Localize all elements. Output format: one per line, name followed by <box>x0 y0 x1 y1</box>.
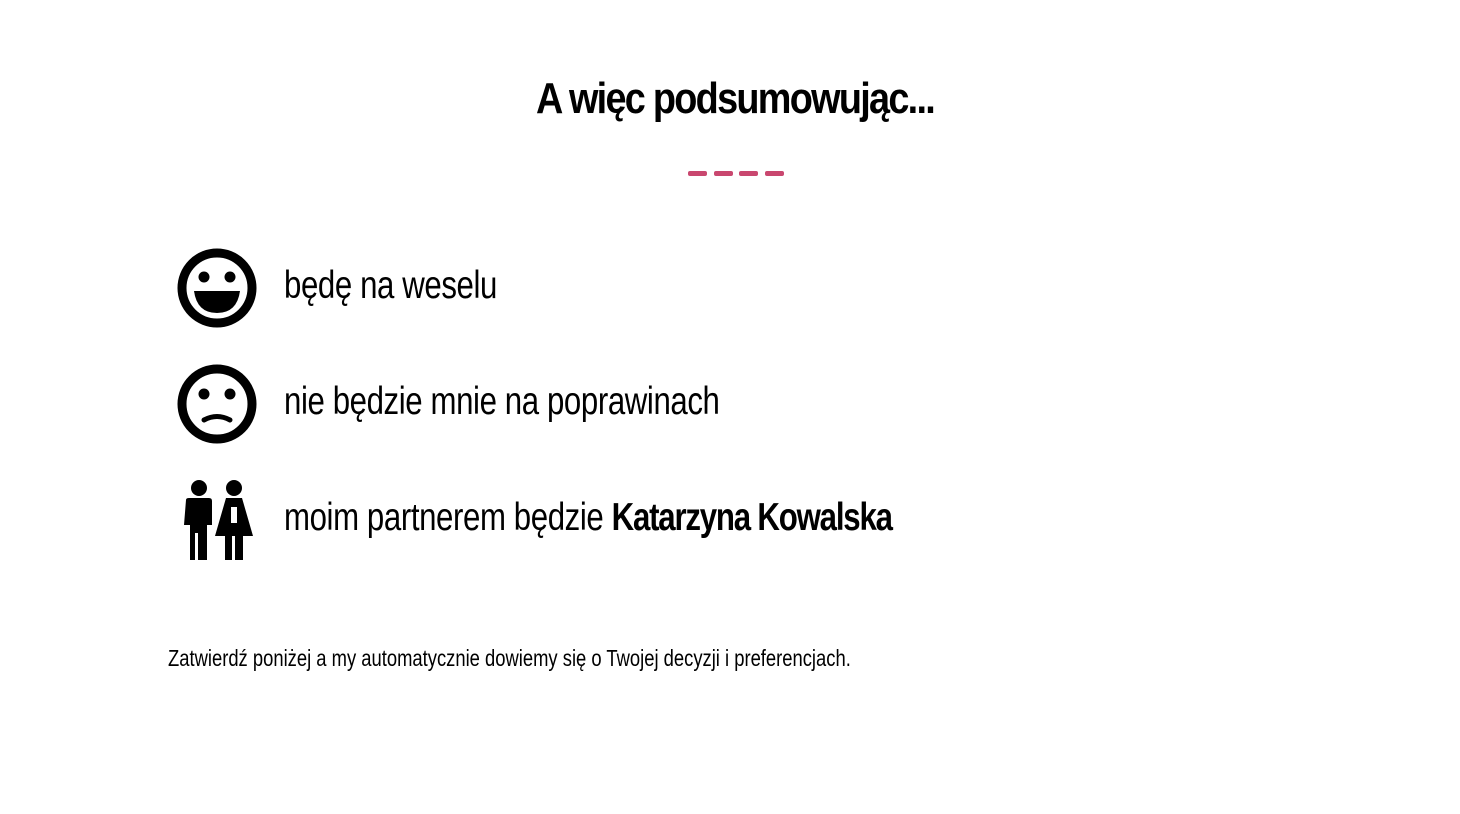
summary-item-afterparty <box>174 360 1274 450</box>
title-divider <box>688 171 784 177</box>
summary-item-partner <box>174 476 1274 566</box>
happy-face-icon <box>174 244 260 330</box>
divider-dash <box>714 171 733 176</box>
divider-dash <box>739 171 758 176</box>
confirmation-note: Zatwierdź poniżej a my automatycznie dowiemy się o Twojej decyzji i preferencjach. <box>168 645 851 671</box>
summary-item-label: nie będzie mnie na poprawinach <box>284 380 720 423</box>
partner-name: Katarzyna Kowalska <box>611 496 892 539</box>
summary-item-label <box>284 496 892 540</box>
sad-face-icon <box>174 360 260 446</box>
partner-prefix: moim partnerem będzie <box>284 496 612 539</box>
couple-icon <box>174 476 260 562</box>
divider-dash <box>765 171 784 176</box>
summary-item-attendance <box>174 244 1274 334</box>
summary-item-label: będę na weselu <box>284 264 497 307</box>
page-title: A więc podsumowując... <box>535 74 935 123</box>
divider-dash <box>688 171 707 176</box>
